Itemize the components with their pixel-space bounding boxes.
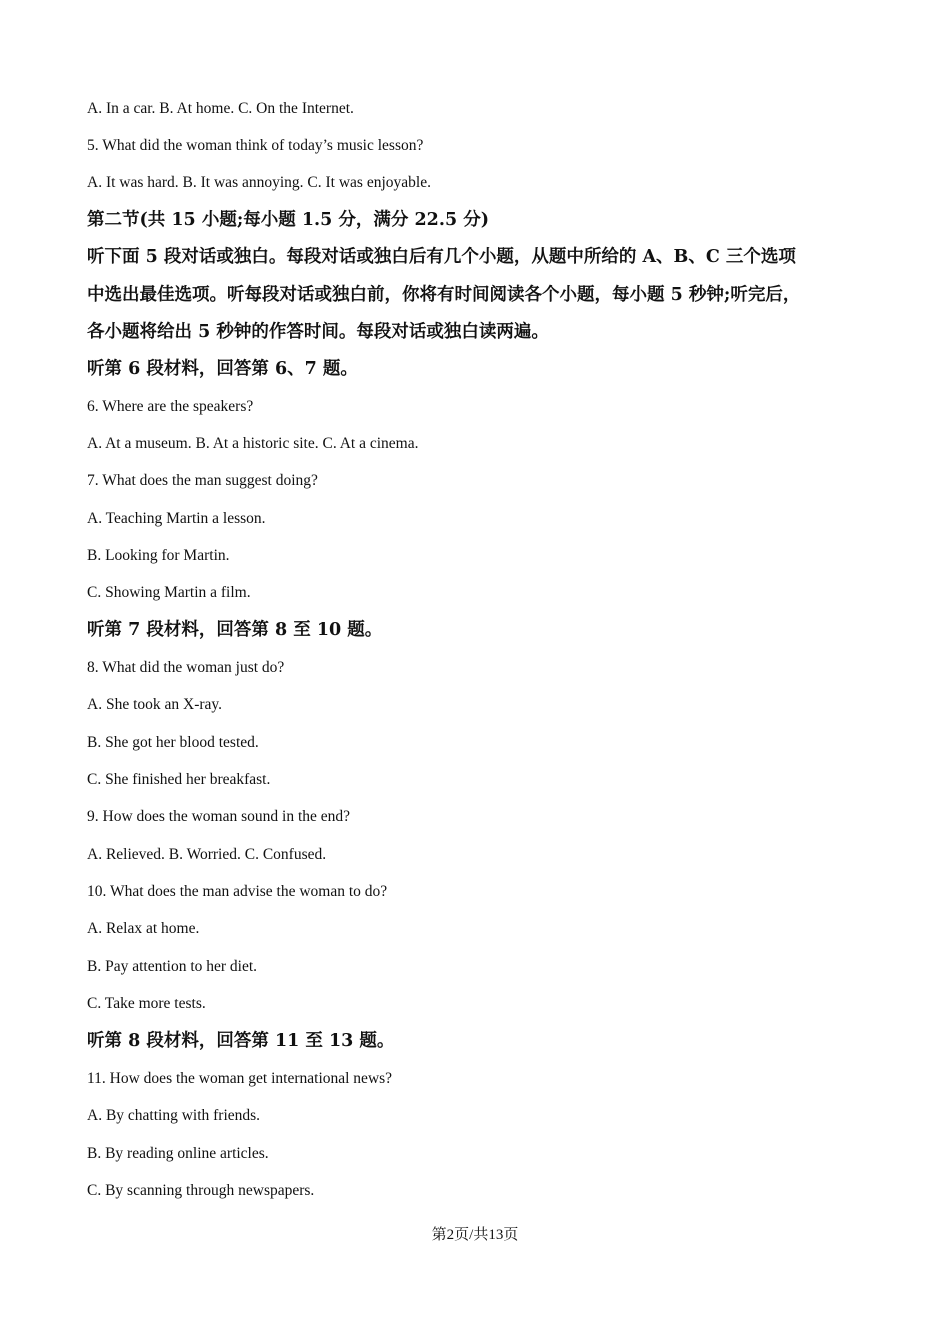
q8-option-b: B. She got her blood tested. <box>87 734 259 751</box>
answer-options-q4: A. In a car. B. At home. C. On the Internet. <box>87 100 354 117</box>
section-instructions-2: 中选出最佳选项。听每段对话或独白前，你将有时间阅读各个小题，每小题 5 秒钟;听完后， <box>87 285 801 305</box>
material-6-heading: 听第 6 段材料，回答第 6、7 题。 <box>87 359 358 379</box>
q7-option-c: C. Showing Martin a film. <box>87 584 251 601</box>
answer-options-q5: A. It was hard. B. It was annoying. C. It was enjoyable. <box>87 174 431 191</box>
q11-option-b: B. By reading online articles. <box>87 1145 269 1162</box>
material-8-heading: 听第 8 段材料，回答第 11 至 13 题。 <box>87 1031 395 1051</box>
q11-option-a: A. By chatting with friends. <box>87 1107 261 1124</box>
section-heading: 第二节(共 15 小题;每小题 1.5 分，满分 22.5 分) <box>87 210 489 230</box>
q8-option-a: A. She took an X-ray. <box>87 696 223 713</box>
answer-options-q9: A. Relieved. B. Worried. C. Confused. <box>87 846 327 863</box>
q10-option-b: B. Pay attention to her diet. <box>87 958 258 975</box>
q11-option-c: C. By scanning through newspapers. <box>87 1182 315 1199</box>
page-number: 第2页/共13页 <box>431 1227 519 1243</box>
q10-option-c: C. Take more tests. <box>87 995 206 1012</box>
question-6: 6. Where are the speakers? <box>87 398 254 415</box>
q7-option-b: B. Looking for Martin. <box>87 547 230 564</box>
q7-option-a: A. Teaching Martin a lesson. <box>87 510 266 527</box>
material-7-heading: 听第 7 段材料，回答第 8 至 10 题。 <box>87 620 383 640</box>
q10-option-a: A. Relax at home. <box>87 920 200 937</box>
q8-option-c: C. She finished her breakfast. <box>87 771 271 788</box>
question-11: 11. How does the woman get international news? <box>87 1070 393 1087</box>
question-7: 7. What does the man suggest doing? <box>87 472 318 489</box>
question-10: 10. What does the man advise the woman to do? <box>87 883 388 900</box>
section-instructions-3: 各小题将给出 5 秒钟的作答时间。每段对话或独白读两遍。 <box>87 322 549 342</box>
section-instructions-1: 听下面 5 段对话或独白。每段对话或独白后有几个小题，从题中所给的 A、B、C 三个选项 <box>87 247 796 267</box>
question-9: 9. How does the woman sound in the end? <box>87 808 351 825</box>
question-8: 8. What did the woman just do? <box>87 659 285 676</box>
answer-options-q6: A. At a museum. B. At a historic site. C. At a cinema. <box>87 435 419 452</box>
question-5: 5. What did the woman think of today’s music lesson? <box>87 137 424 154</box>
